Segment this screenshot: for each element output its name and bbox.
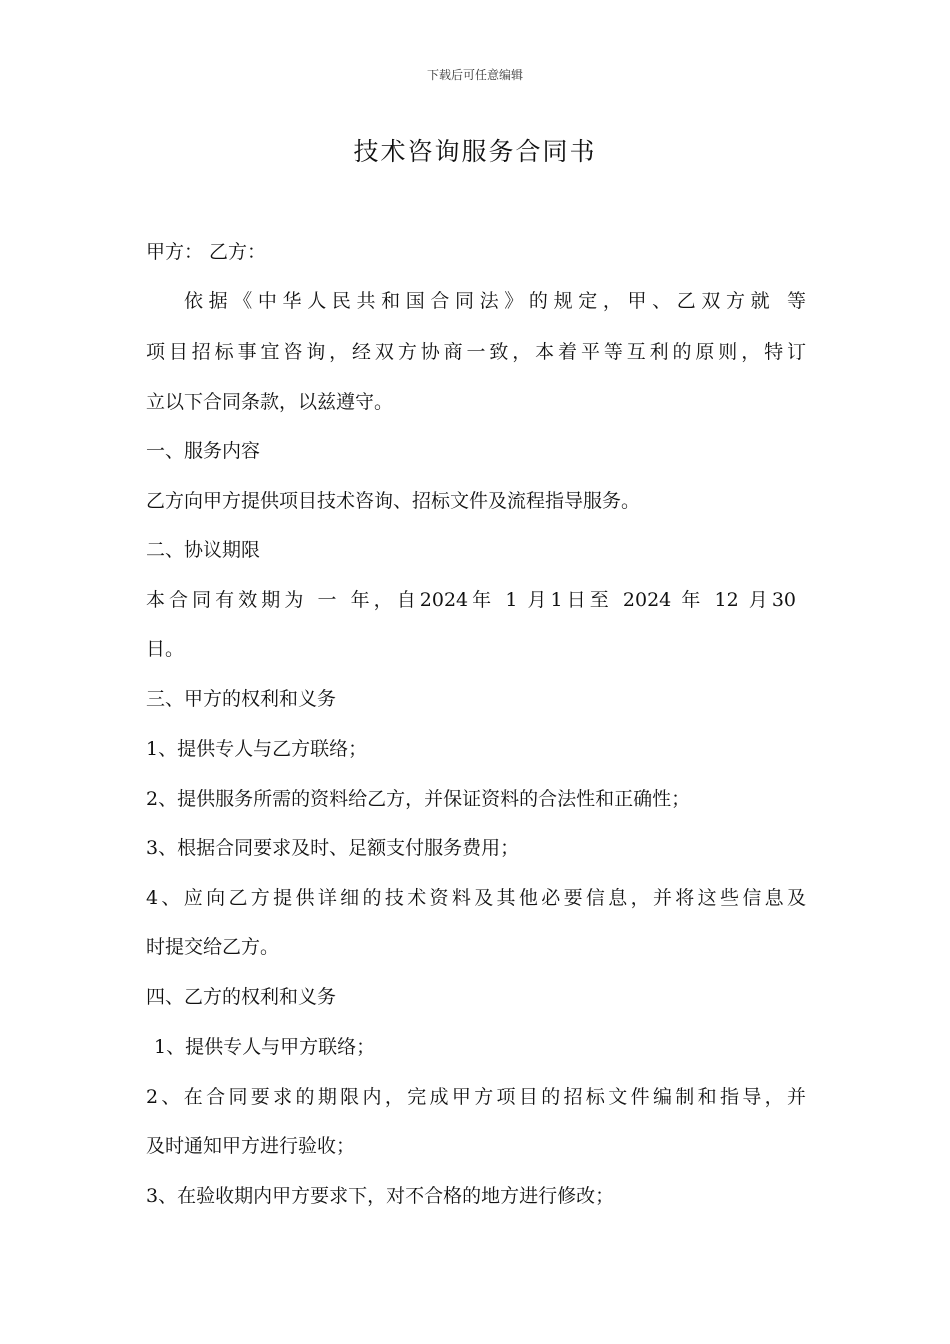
section-2-text-line-1: 本合同有效期为 一 年，自2024年 1 月1日至 2024 年 12 月30 [146, 589, 796, 611]
section-heading-2: 二、协议期限 [146, 539, 261, 561]
section-2-text-line-2: 日。 [146, 638, 185, 660]
section-4-item-2-line-2: 及时通知甲方进行验收； [146, 1135, 356, 1157]
section-4-item-3: 3、在验收期内甲方要求下，对不合格的地方进行修改； [146, 1185, 615, 1207]
section-3-item-4-line-1: 4、应向乙方提供详细的技术资料及其他必要信息，并将这些信息及 [146, 887, 806, 909]
parties-line: 甲方： 乙方： [146, 241, 267, 263]
preamble-line-3: 立以下合同条款，以兹遵守。 [146, 391, 394, 413]
document-title: 技术咨询服务合同书 [353, 137, 597, 166]
section-4-item-2-line-1: 2、在合同要求的期限内，完成甲方项目的招标文件编制和指导，并 [146, 1086, 806, 1108]
section-heading-3: 三、甲方的权利和义务 [146, 688, 337, 710]
section-3-item-4-line-2: 时提交给乙方。 [146, 936, 280, 958]
section-3-item-3: 3、根据合同要求及时、足额支付服务费用； [146, 837, 520, 859]
section-heading-1: 一、服务内容 [146, 440, 261, 462]
section-1-text: 乙方向甲方提供项目技术咨询、招标文件及流程指导服务。 [146, 490, 641, 512]
section-3-item-1: 1、提供专人与乙方联络； [146, 738, 368, 760]
section-4-item-1: 1、提供专人与甲方联络； [154, 1036, 376, 1058]
preamble-line-1: 依据《中华人民共和国合同法》的规定，甲、乙双方就 等 [184, 290, 806, 312]
section-3-item-2: 2、提供服务所需的资料给乙方，并保证资料的合法性和正确性； [146, 788, 691, 810]
section-heading-4: 四、乙方的权利和义务 [146, 986, 337, 1008]
header-note: 下载后可任意编辑 [426, 68, 523, 82]
preamble-line-2: 项目招标事宜咨询，经双方协商一致，本着平等互利的原则，特订 [146, 341, 806, 363]
